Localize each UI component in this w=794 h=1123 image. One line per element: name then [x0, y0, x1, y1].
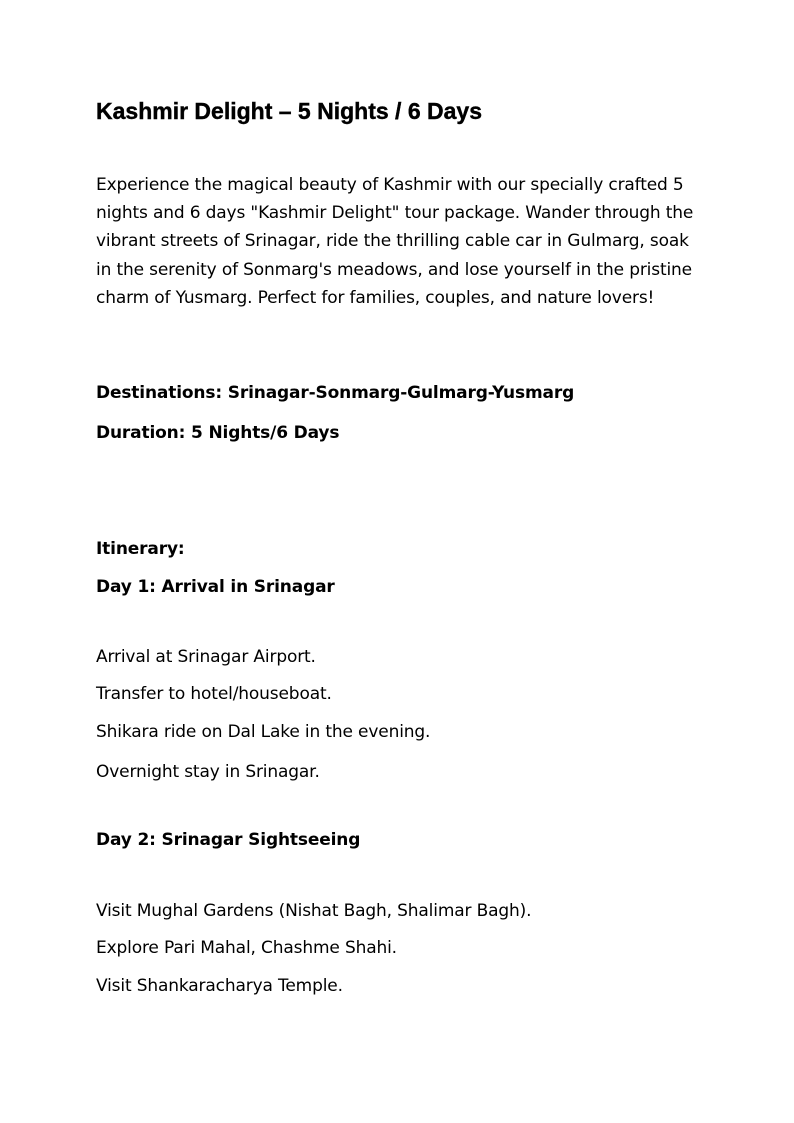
intro-paragraph: Experience the magical beauty of Kashmir with our specially crafted 5 nights and 6 days "Kashmir Delight" tour package. Wander through the vibrant streets of Srinagar, ride the thrilling cable car in Gulmarg, soak in the serenity of Sonmarg's meadows, and lose yourself in the pristine charm of Yusmarg. Perfect for families, couples, and nature lovers! — [96, 175, 694, 308]
day-1-heading: Day 1: Arrival in Srinagar — [96, 577, 335, 597]
day-1-item: Overnight stay in Srinagar. — [96, 762, 320, 782]
itinerary-heading: Itinerary: — [96, 539, 185, 559]
day-1-item: Shikara ride on Dal Lake in the evening. — [96, 722, 431, 742]
document-title: Kashmir Delight – 5 Nights / 6 Days — [96, 98, 483, 124]
day-2-item: Visit Shankaracharya Temple. — [96, 976, 343, 996]
destinations-line: Destinations: Srinagar-Sonmarg-Gulmarg-Yusmarg — [96, 383, 575, 403]
day-1-item: Arrival at Srinagar Airport. — [96, 647, 316, 667]
day-2-item: Explore Pari Mahal, Chashme Shahi. — [96, 938, 397, 958]
day-1-item: Transfer to hotel/houseboat. — [96, 684, 332, 704]
duration-line: Duration: 5 Nights/6 Days — [96, 423, 340, 443]
day-2-item: Visit Mughal Gardens (Nishat Bagh, Shalimar Bagh). — [96, 901, 532, 921]
day-2-heading: Day 2: Srinagar Sightseeing — [96, 830, 361, 850]
